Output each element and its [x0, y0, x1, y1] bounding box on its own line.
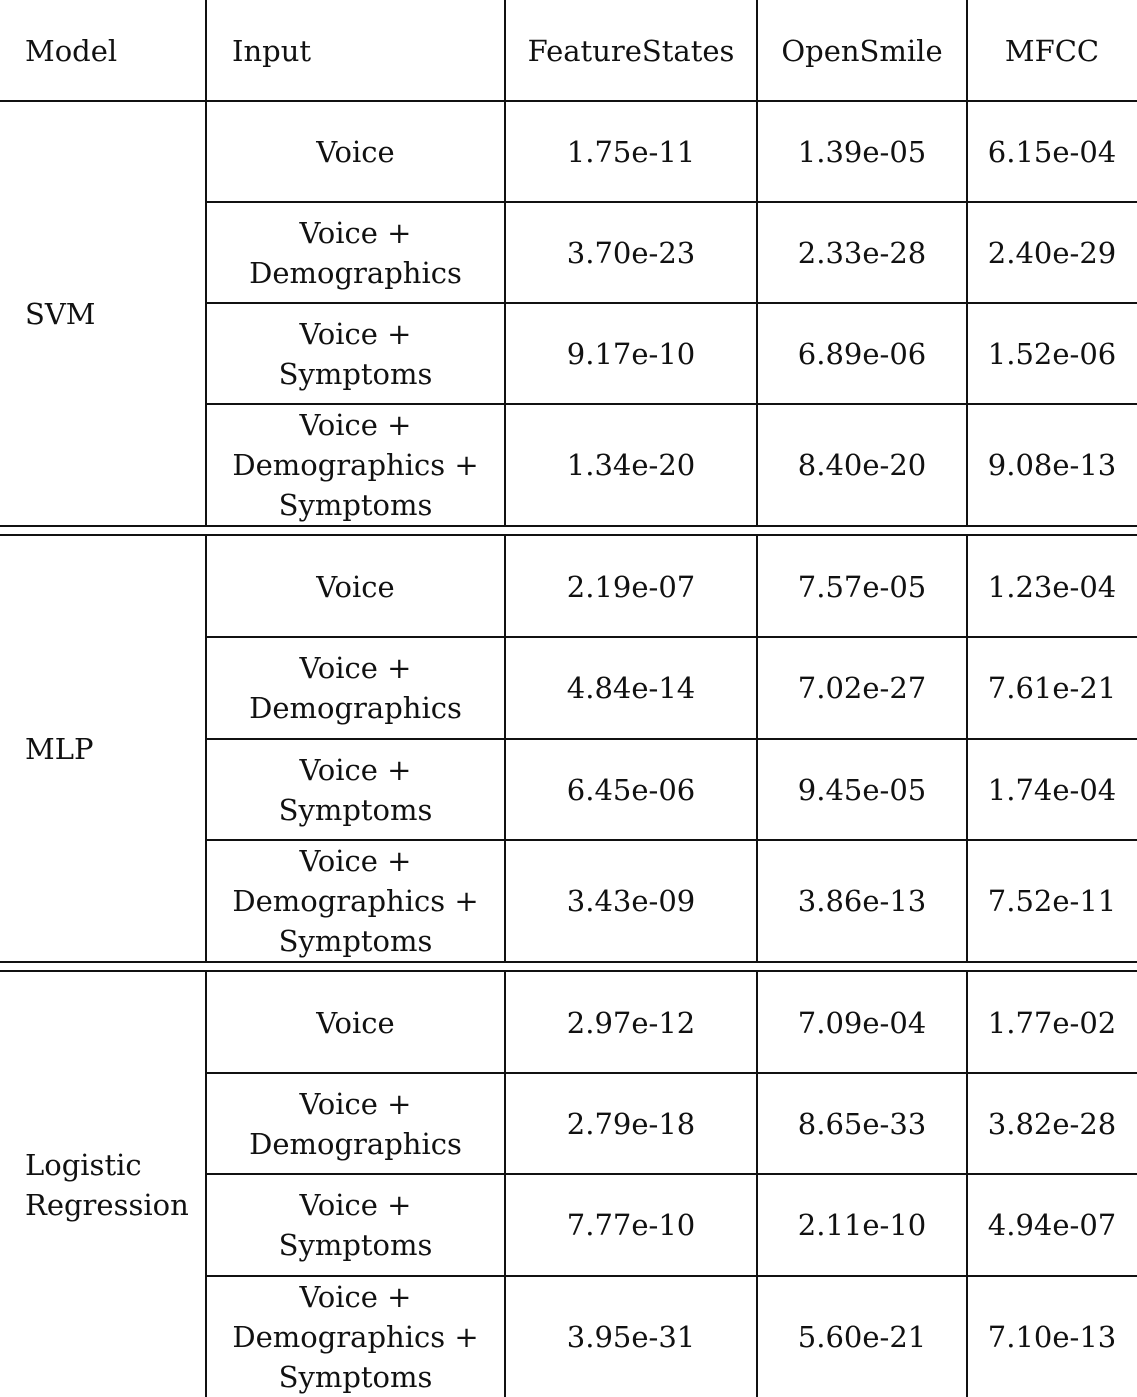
value-cell: 1.23e-04 — [987, 569, 1117, 604]
value-cell: 7.61e-21 — [987, 671, 1117, 705]
column-rule — [504, 972, 506, 1397]
value-cell: 1.75e-11 — [566, 134, 696, 169]
column-rule — [205, 536, 207, 962]
value-cell: 7.10e-13 — [987, 1319, 1117, 1354]
value-cell: 3.43e-09 — [566, 884, 696, 918]
column-rule — [966, 0, 968, 101]
value-cell: 8.40e-20 — [797, 448, 927, 482]
value-cell: 6.89e-06 — [797, 336, 927, 371]
value-cell: 2.19e-07 — [566, 569, 696, 604]
value-cell: 2.11e-10 — [797, 1208, 927, 1242]
value-cell: 2.97e-12 — [566, 1005, 696, 1040]
input-cell: Voice — [316, 134, 395, 169]
column-rule — [504, 536, 506, 962]
value-cell: 4.94e-07 — [987, 1208, 1117, 1242]
column-rule — [966, 972, 968, 1397]
value-cell: 3.70e-23 — [566, 235, 696, 270]
input-cell: Voice + Symptoms — [278, 752, 433, 827]
column-rule — [205, 101, 207, 526]
input-cell: Voice + Demographics — [249, 1086, 462, 1161]
column-header: OpenSmile — [781, 33, 943, 68]
column-rule — [504, 0, 506, 101]
value-cell: 7.77e-10 — [566, 1208, 696, 1242]
value-cell: 1.39e-05 — [797, 134, 927, 169]
model-label: MLP — [25, 732, 94, 766]
value-cell: 8.65e-33 — [797, 1106, 927, 1141]
input-cell: Voice + Symptoms — [278, 316, 433, 391]
value-cell: 1.77e-02 — [987, 1005, 1117, 1040]
input-cell: Voice + Demographics + Symptoms — [232, 1279, 479, 1394]
input-cell: Voice + Demographics — [249, 215, 462, 290]
value-cell: 2.40e-29 — [987, 235, 1117, 270]
value-cell: 9.08e-13 — [987, 448, 1117, 482]
column-rule — [205, 0, 207, 101]
input-cell: Voice + Demographics + Symptoms — [232, 844, 479, 958]
value-cell: 2.33e-28 — [797, 235, 927, 270]
column-rule — [504, 101, 506, 526]
column-header: Input — [232, 33, 312, 68]
value-cell: 9.17e-10 — [566, 336, 696, 371]
column-rule — [205, 972, 207, 1397]
value-cell: 9.45e-05 — [797, 772, 927, 807]
value-cell: 7.57e-05 — [797, 569, 927, 604]
value-cell: 3.82e-28 — [987, 1106, 1117, 1141]
value-cell: 3.86e-13 — [797, 884, 927, 918]
value-cell: 1.34e-20 — [566, 448, 696, 482]
value-cell: 1.52e-06 — [987, 336, 1117, 371]
value-cell: 6.45e-06 — [566, 772, 696, 807]
value-cell: 4.84e-14 — [566, 671, 696, 705]
column-rule — [966, 536, 968, 962]
input-cell: Voice + Demographics — [249, 651, 462, 725]
value-cell: 1.74e-04 — [987, 772, 1117, 807]
value-cell: 3.95e-31 — [566, 1319, 696, 1354]
column-rule — [756, 536, 758, 962]
input-cell: Voice + Symptoms — [278, 1188, 433, 1262]
column-header: Model — [25, 33, 118, 68]
column-rule — [756, 101, 758, 526]
column-rule — [756, 0, 758, 101]
value-cell: 7.09e-04 — [797, 1005, 927, 1040]
value-cell: 7.02e-27 — [797, 671, 927, 705]
model-label: SVM — [25, 296, 96, 331]
input-cell: Voice — [316, 1005, 395, 1040]
value-cell: 2.79e-18 — [566, 1106, 696, 1141]
value-cell: 7.52e-11 — [987, 884, 1117, 918]
input-cell: Voice — [316, 569, 395, 604]
value-cell: 6.15e-04 — [987, 134, 1117, 169]
column-rule — [966, 101, 968, 526]
column-header: FeatureStates — [527, 33, 735, 68]
column-rule — [756, 972, 758, 1397]
model-label: Logistic Regression — [25, 1147, 189, 1222]
value-cell: 5.60e-21 — [797, 1319, 927, 1354]
column-header: MFCC — [1004, 33, 1100, 68]
input-cell: Voice + Demographics + Symptoms — [232, 408, 479, 522]
